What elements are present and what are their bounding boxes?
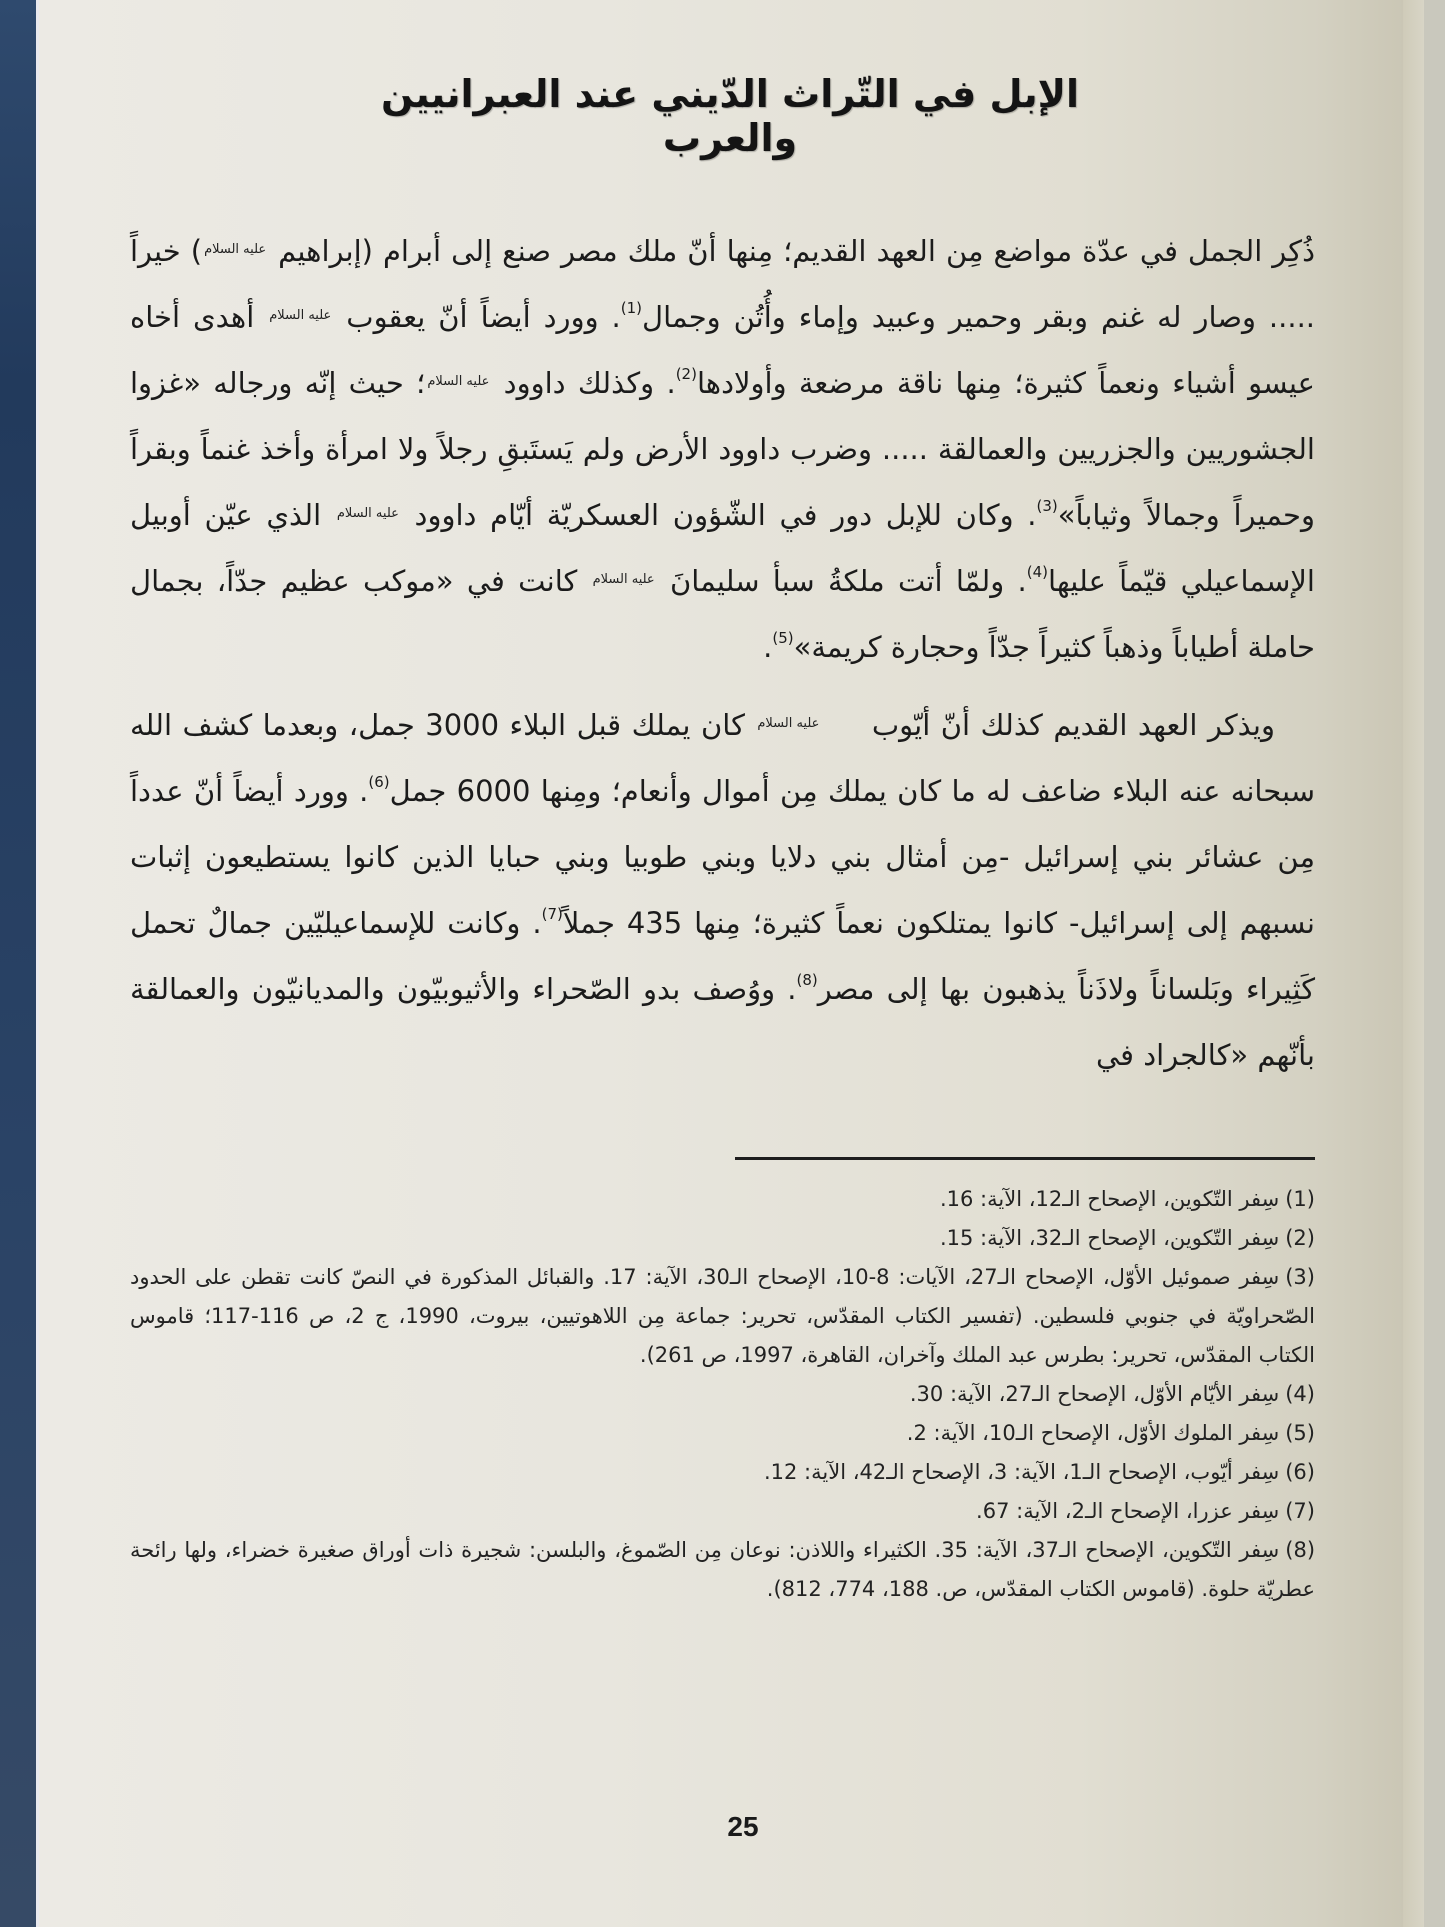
text-segment: ويذكر العهد القديم كذلك أنّ أيّوب (861, 708, 1275, 742)
footnote-text: سِفر الأيّام الأوّل، الإصحاح الـ27، الآية: 30. (909, 1382, 1280, 1406)
footnote-3 (130, 1258, 1315, 1375)
footnote-text: سِفر التّكوين، الإصحاح الـ37، الآية: 35. الكثيراء واللاذن: نوعان مِن الصّموغ، والبلسن: شجيرة ذات أوراق صغيرة خضراء، ولها رائحة عطريّة حلوة. (قاموس الكتاب المقدّس، ص. 188، 774، 812). (130, 1538, 1315, 1601)
text-segment: . ولمّا أتت ملكةُ سبأ سليمانَ (656, 564, 1027, 598)
footnote-2 (130, 1219, 1315, 1258)
footnote-number: (1) (1285, 1187, 1315, 1211)
honorific-icon: عليه السلام (757, 716, 820, 731)
text-segment: . (763, 630, 773, 664)
footnote-text: سِفر التّكوين، الإصحاح الـ12، الآية: 16. (939, 1187, 1280, 1211)
text-segment: ؛ حيث إنّه ورجاله «غزوا الجشوريين والجزريين والعمالقة ..... وضرب داوود الأرض ولم يَستَبقِ رجلاً ولا امرأة وأخذ غنماً وبقراً وحميراً وجمالاً وثياباً» (130, 366, 1315, 532)
honorific-icon: عليه السلام (336, 506, 399, 521)
footnotes-section (130, 1180, 1315, 1609)
footnote-number: (4) (1285, 1382, 1315, 1406)
text-segment: . ووُصف بدو الصّحراء والأثيوبيّون والمديانيّون والعمالقة بأنّهم «كالجراد في (130, 972, 1315, 1072)
honorific-icon: عليه السلام (269, 308, 332, 323)
footnote-ref-2[interactable]: (2) (675, 365, 697, 383)
footnote-separator-rule (735, 1157, 1315, 1160)
footnote-ref-1[interactable]: (1) (620, 299, 643, 317)
footnote-4 (130, 1375, 1315, 1414)
footnote-8 (130, 1531, 1315, 1609)
footnote-number: (5) (1285, 1421, 1315, 1445)
text-segment: . وكان للإبل دور في الشّؤون العسكريّة أيّام داوود (400, 498, 1037, 532)
text-segment: أهدى أخاه عيسو أشياء ونعماً كثيرة؛ مِنها ناقة مرضعة وأولادها (130, 300, 1315, 400)
footnote-ref-4[interactable]: (4) (1026, 563, 1049, 581)
text-segment: ) خيراً ..... وصار له غنم وبقر وحمير وعبيد وإماء وأُتُن وجمال (130, 234, 1316, 334)
footnote-7 (130, 1492, 1315, 1531)
text-segment: . وورد أيضاً أنّ عدداً مِن عشائر بني إسرائيل -مِن أمثال بني دلايا وبني طوبيا وبني حبايا الذين كانوا يستطيعون إثبات نسبهم إلى إسرائيل- كانوا يمتلكون نعماً كثيرة؛ مِنها 435 جملاً (130, 774, 1315, 940)
text-segment: كان يملك قبل البلاء 3000 جمل، وبعدما كشف الله سبحانه عنه البلاء ضاعف له ما كان يملك مِن أموال وأنعام؛ ومِنها 6000 جمل (130, 708, 1315, 808)
footnote-ref-6[interactable]: (6) (368, 773, 390, 791)
footnote-number: (7) (1285, 1499, 1315, 1523)
chapter-title: الإبل في التّراث الدّيني عند العبرانيين والعرب (381, 72, 1079, 160)
footnote-number: (2) (1285, 1226, 1315, 1250)
footnote-text: سِفر أيّوب، الإصحاح الـ1، الآية: 3، الإصحاح الـ42، الآية: 12. (763, 1460, 1280, 1484)
footnote-1 (130, 1180, 1315, 1219)
text-segment: . وكانت للإسماعيليّين جمالٌ تحمل كَثِيراء وبَلساناً ولاذَناً يذهبون بها إلى مصر (130, 906, 1315, 1006)
text-segment: الذي عيّن أوبيل الإسماعيلي قيّماً عليها (130, 498, 1315, 598)
footnote-text: سِفر عزرا، الإصحاح الـ2، الآية: 67. (976, 1499, 1280, 1523)
honorific-icon: عليه السلام (592, 572, 655, 587)
page-number: 25 (727, 1811, 759, 1842)
footnote-ref-3[interactable]: (3) (1036, 497, 1058, 515)
book-cover-edge (0, 0, 36, 1927)
page-gutter-shadow (1403, 0, 1424, 1927)
body-text (130, 218, 1315, 1100)
footnote-number: (3) (1285, 1265, 1315, 1289)
footnote-text: سِفر الملوك الأوّل، الإصحاح الـ10، الآية: 2. (906, 1421, 1280, 1445)
footnote-text: سِفر صموئيل الأوّل، الإصحاح الـ27، الآيات: 8-10، الإصحاح الـ30، الآية: 17. والقبائل المذكورة في النصّ كانت تقطن على الحدود الصّحراويّة في جنوبي فلسطين. (تفسير الكتاب المقدّس، تحرير: جماعة مِن اللاهوتيين، بيروت، 1990، ج 2، ص 116-117؛ قاموس الكتاب المقدّس، تحرير: بطرس عبد الملك وآخران، القاهرة، 1997، ص 261). (130, 1265, 1315, 1367)
text-segment: . وورد أيضاً أنّ يعقوب (333, 300, 621, 334)
honorific-icon: عليه السلام (204, 242, 267, 257)
text-segment: . وكذلك داوود (491, 366, 676, 400)
paragraph-1 (130, 218, 1315, 680)
footnote-number: (8) (1285, 1538, 1316, 1562)
footnote-ref-7[interactable]: (7) (541, 905, 563, 923)
text-segment: ذُكِر الجمل في عدّة مواضع مِن العهد القديم؛ مِنها أنّ ملك مصر صنع إلى أبرام (إبراهيم (268, 234, 1315, 268)
text-segment: كانت في «موكب عظيم جدّاً، بجمال حاملة أطياباً وذهباً كثيراً جدّاً وحجارة كريمة» (130, 564, 1315, 664)
footnote-5 (130, 1414, 1315, 1453)
footnote-ref-5[interactable]: (5) (772, 629, 794, 647)
footnote-text: سِفر التّكوين، الإصحاح الـ32، الآية: 15. (939, 1226, 1280, 1250)
footnote-6 (130, 1453, 1315, 1492)
paragraph-2 (130, 692, 1315, 1088)
honorific-icon: عليه السلام (427, 374, 490, 389)
footnote-number: (6) (1285, 1460, 1315, 1484)
footnote-ref-8[interactable]: (8) (796, 971, 818, 989)
